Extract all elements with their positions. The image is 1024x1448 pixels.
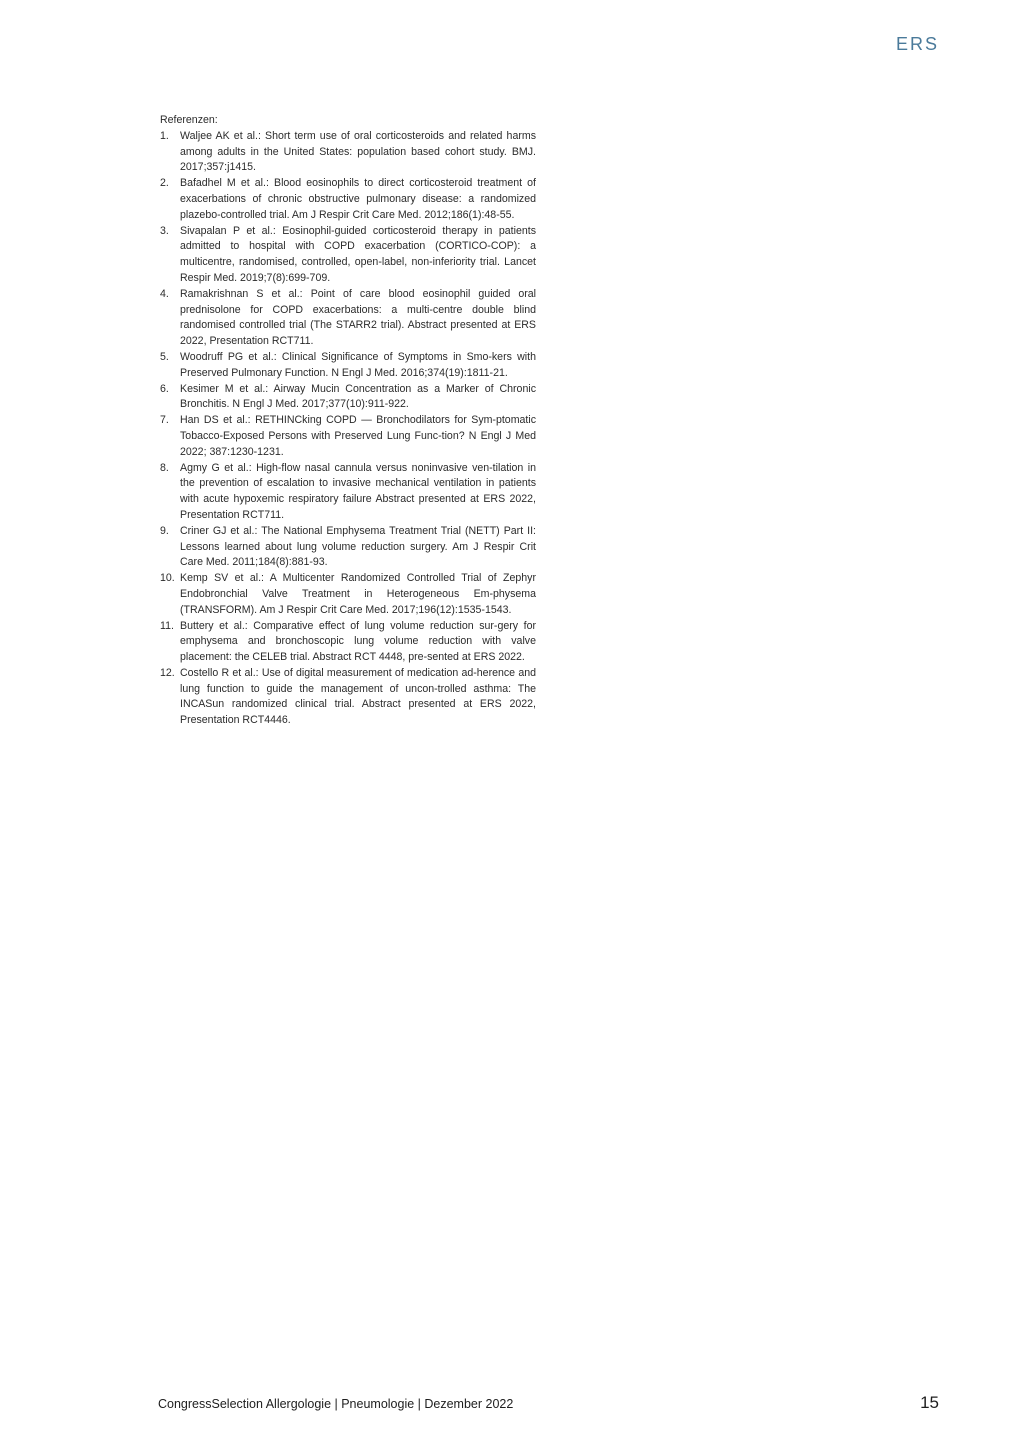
reference-item bbox=[160, 619, 536, 666]
reference-item bbox=[160, 224, 536, 287]
reference-item bbox=[160, 129, 536, 176]
reference-item bbox=[160, 287, 536, 350]
reference-item bbox=[160, 461, 536, 524]
reference-item bbox=[160, 350, 536, 382]
reference-number: 6. bbox=[160, 382, 169, 395]
reference-text: Han DS et al.: RETHINCking COPD — Bronchodilators for Sym-ptomatic Tobacco-Exposed Persons with Preserved Lung Func-tion? N Engl J Med 2022; 387:1230-1231. bbox=[180, 414, 536, 458]
header-tag: ERS bbox=[895, 34, 939, 54]
reference-text: Bafadhel M et al.: Blood eosinophils to direct corticosteroid treatment of exacerbations of chronic obstructive pulmonary disease: a randomized plazebo-controlled trial. Am J Respir Crit Care Med. 2012;186(1):48-55. bbox=[180, 177, 536, 221]
references-heading: Referenzen: bbox=[160, 114, 218, 126]
footer-publication: CongressSelection Allergologie | Pneumologie | Dezember 2022 bbox=[158, 1397, 514, 1411]
reference-item bbox=[160, 666, 536, 729]
reference-text: Sivapalan P et al.: Eosinophil-guided corticosteroid therapy in patients admitted to hospital with COPD exacerbation (CORTICO-COP): a multicentre, randomised, controlled, open-label, non-inferiority trial. Lancet Respir Med. 2019;7(8):699-709. bbox=[180, 224, 536, 284]
reference-item bbox=[160, 524, 536, 571]
reference-text: Costello R et al.: Use of digital measurement of medication ad-herence and lung function to guide the management of uncon-trolled asthma: The INCASun randomized clinical trial. Abstract presented at ERS 2022, Presentation RCT4446. bbox=[180, 666, 536, 727]
reference-item bbox=[160, 413, 536, 460]
reference-item bbox=[160, 176, 536, 223]
reference-number: 5. bbox=[160, 350, 169, 363]
reference-number: 9. bbox=[160, 524, 169, 537]
reference-number: 10. bbox=[160, 572, 175, 585]
reference-number: 7. bbox=[160, 414, 169, 427]
reference-text: Kemp SV et al.: A Multicenter Randomized Controlled Trial of Zephyr Endobronchial Valve Treatment in Heterogeneous Em-physema (TRANSFORM). Am J Respir Crit Care Med. 2017;196(12):1535-1543. bbox=[180, 572, 536, 616]
reference-text: Kesimer M et al.: Airway Mucin Concentration as a Marker of Chronic Bronchitis. N Engl J Med. 2017;377(10):911-922. bbox=[180, 382, 536, 411]
reference-text: Criner GJ et al.: The National Emphysema Treatment Trial (NETT) Part II: Lessons learned about lung volume reduction surgery. Am J Respir Crit Care Med. 2011;184(8):881-93. bbox=[180, 524, 536, 569]
references-section bbox=[160, 113, 536, 729]
reference-number: 11. bbox=[160, 619, 174, 632]
reference-number: 2. bbox=[160, 177, 169, 190]
reference-number: 4. bbox=[160, 287, 169, 300]
reference-number: 1. bbox=[160, 129, 169, 142]
reference-item bbox=[160, 382, 536, 414]
reference-text: Buttery et al.: Comparative effect of lung volume reduction sur-gery for emphysema and bronchoscopic lung volume reduction with valve placement: the CELEB trial. Abstract RCT 4448, pre-sented at ERS 2022. bbox=[180, 619, 536, 664]
reference-number: 3. bbox=[160, 224, 169, 237]
page-number: 15 bbox=[920, 1393, 939, 1412]
reference-number: 12. bbox=[160, 666, 175, 679]
reference-text: Woodruff PG et al.: Clinical Significance of Symptoms in Smo-kers with Preserved Pulmonary Function. N Engl J Med. 2016;374(19):1811-21. bbox=[180, 350, 536, 379]
reference-item bbox=[160, 571, 536, 618]
reference-text: Waljee AK et al.: Short term use of oral corticosteroids and related harms among adults in the United States: population based cohort study. BMJ. 2017;357:j1415. bbox=[180, 129, 536, 174]
reference-list bbox=[160, 129, 536, 729]
reference-number: 8. bbox=[160, 461, 169, 474]
reference-text: Agmy G et al.: High-flow nasal cannula versus noninvasive ven-tilation in the prevention of escalation to invasive mechanical ventilation in patients with acute hypoxemic respiratory failure Abstract presented at ERS 2022, Presentation RCT711. bbox=[180, 461, 536, 521]
reference-text: Ramakrishnan S et al.: Point of care blood eosinophil guided oral prednisolone for COPD exacerbations: a multi-centre double blind randomised controlled trial (The STARR2 trial). Abstract presented at ERS 2022, Presentation RCT711. bbox=[180, 287, 536, 348]
